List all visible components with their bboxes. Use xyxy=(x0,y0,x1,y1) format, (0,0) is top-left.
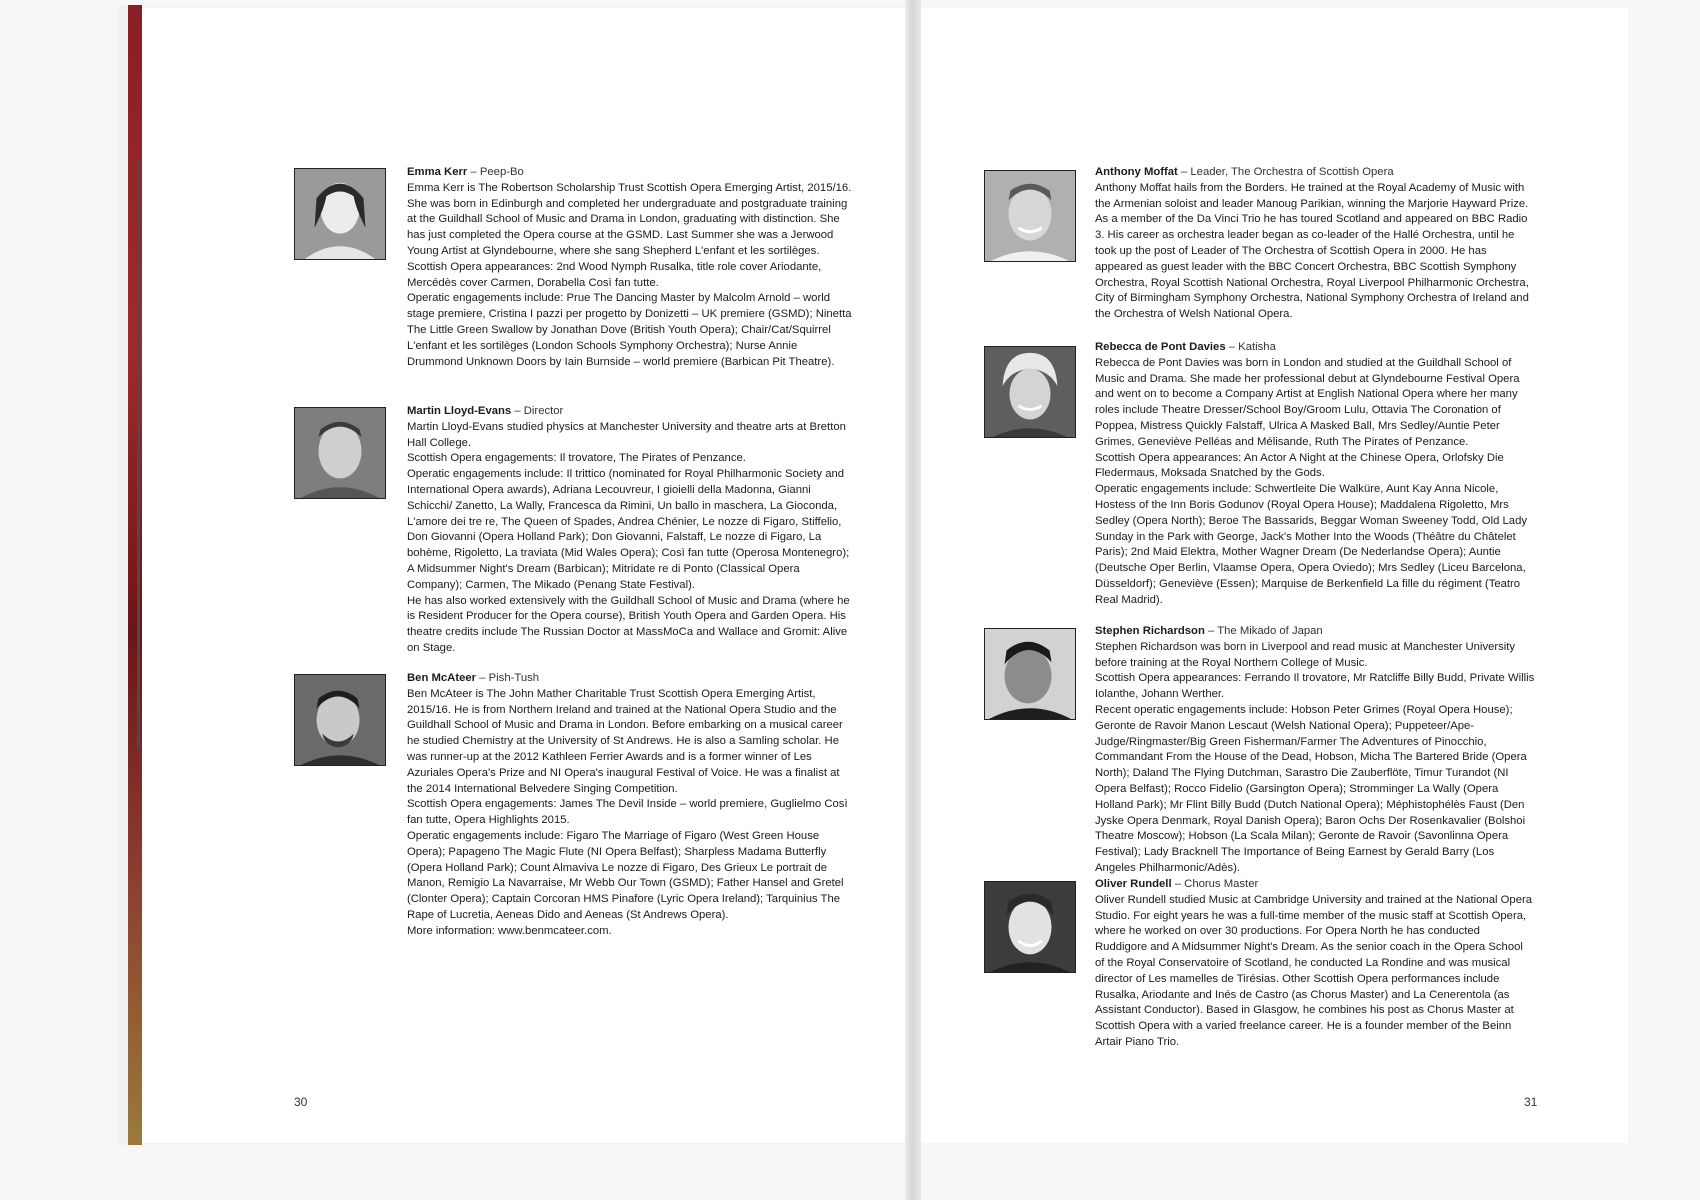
bio-name: Oliver Rundell xyxy=(1095,878,1172,890)
bio-body: Anthony Moffat hails from the Borders. He trained at the Royal Academy of Music with the Armenian soloist and leader Manoug Parikian, winning the Marjorie Hayward Prize. As a member of the Da Vinci Trio he has toured Scotland and appeared on BBC Radio 3. His career as orchestra leader began as co-leader of the Hallé Orchestra, until he took up the post of Leader of The Orchestra of Scottish Opera in 2000. He has appeared as guest leader with the BBC Concert Orchestra, BBC Scottish Symphony Orchestra, Royal Scottish National Orchestra, Royal Liverpool Philharmonic Orchestra, City of Birmingham Symphony Orchestra, National Symphony Orchestra of Ireland and the Orchestra of Welsh National Opera. xyxy=(1095,181,1529,321)
appearances-text: James The Devil Inside – world premiere, Guglielmo Così fan tutte, Opera Highlights 2015. xyxy=(407,798,848,827)
bio-role: – Pish-Tush xyxy=(479,672,540,684)
engagements-label: Operatic engagements include: xyxy=(407,829,564,842)
appearances-label: Scottish Opera appearances: xyxy=(407,260,554,273)
appearances-text: Ferrando Il trovatore, Mr Ratcliffe Billy Budd, Private Willis Iolanthe, Johann Werther. xyxy=(1095,672,1535,701)
portrait-photo-icon xyxy=(985,171,1075,261)
bio-name: Anthony Moffat xyxy=(1095,166,1178,178)
appearances-label: Scottish Opera engagements: xyxy=(407,452,557,465)
bio-role: – Leader, The Orchestra of Scottish Opera xyxy=(1180,166,1394,178)
bio-body: Ben McAteer is The John Mather Charitable Trust Scottish Opera Emerging Artist, 2015/16. He is from Northern Ireland and trained at the National Opera Studio and the Guildhall School of Music and Drama in London. Before embarking on a musical career he studied Chemistry at the University of St Andrews. He is also a Samling scholar. He was runner-up at the 2012 Kathleen Ferrier Awards and is a former winner of Les Azuriales Opera's Prize and NI Opera's inaugural Festival of Voice. He was a finalist at the 2014 International Belvedere Singing Competition. xyxy=(407,687,843,795)
page-number-left: 30 xyxy=(294,1095,308,1109)
portrait-photo-icon xyxy=(985,882,1075,972)
engagements-label: Operatic engagements include: xyxy=(1095,483,1252,496)
engagements-text: Hobson Peter Grimes (Royal Opera House); Geronte de Ravoir Manon Lescaut (Welsh National Opera); Puppeteer/Ape-Judge/Ringmaster/Big Green Fisherman/Farmer The Adventures of Pinocchio, Commandant From the House of the Dead, Hobson, Micha The Bartered Bride (Opera North); Daland The Flying Dutchman, Sarastro Die Zauberflöte, Timur Turandot (NI Opera Belfast); Rocco Fidelio (Garsington Opera); Stromminger La Wally (Opera Holland Park); Mr Flint Billy Budd (Dutch National Opera); Méphistophélès Faust (Den Jyske Opera Denmark, Royal Danish Opera); Baron Ochs Der Rosenkavalier (Bolshoi Theatre Moscow); Hobson (La Scala Milan); Geronte de Ravoir (Savonlinna Opera Festival); Lady Bracknell The Importance of Being Earnest by Gerald Barry (Los Angeles Philharmonic/Adès). xyxy=(1095,703,1527,874)
appearances-text: 2nd Wood Nymph Rusalka, title role cover Ariodante, Mercédès cover Carmen, Dorabella Così fan tutte. xyxy=(407,260,822,289)
bio-role: – Peep-Bo xyxy=(470,166,524,178)
bio-extra: He has also worked extensively with the Guildhall School of Music and Drama (where he is Resident Producer for the Opera course), British Youth Opera and Garden Opera. His theatre credits include The Russian Doctor at MassMoCa and Wallace and Gromit: Alive on Stage. xyxy=(407,594,850,654)
portrait-photo-icon xyxy=(295,675,385,765)
appearances-text: An Actor A Night at the Chinese Opera, Orlofsky Die Fledermaus, Moksada Snatched by the Gods. xyxy=(1095,451,1504,480)
page-number-right: 31 xyxy=(1524,1095,1538,1109)
book-gutter xyxy=(905,0,921,1200)
bio-role: – Chorus Master xyxy=(1174,878,1259,890)
bio-emma-kerr xyxy=(407,165,853,370)
bio-role: – Katisha xyxy=(1228,341,1276,353)
engagements-text: Schwertleite Die Walküre, Aunt Kay Anna Nicole, Hostess of the Inn Boris Godunov (Royal Opera House); Maddalena Rigoletto, Mrs Sedley (Opera North); Beroe The Bassarids, Beggar Woman Sweeney Todd, Old Lady Sunday in the Park with George, Jack's Mother Into the Woods (Théâtre du Châtelet Paris); 2nd Maid Elektra, Mother Wagner Dream (De Nederlandse Opera); Auntie (Deutsche Oper Berlin, Vlaamse Opera, Opera Oviedo); Mrs Sedley (Liceu Barcelona, Düsseldorf); Geneviève (Essen); Marquise de Berkenfield La fille du régiment (Teatro Real Madrid). xyxy=(1095,483,1528,606)
engagements-text: Figaro The Marriage of Figaro (West Green House Opera); Papageno The Magic Flute (NI Opera Belfast); Sharpless Madama Butterfly (Opera Holland Park); Count Almaviva Le nozze di Figaro, Des Grieux Le portrait de Manon, Remigio La Navarraise, Mr Webb Our Town (GSMD); Father Hansel and Gretel (Clonter Opera); Captain Corcoran HMS Pinafore (Lyric Opera Ireland); Tarquinius The Rape of Lucretia, Aeneas Dido and Aeneas (St Andrews Opera). xyxy=(407,829,844,921)
bio-martin-lloyd-evans xyxy=(407,404,853,657)
bio-role: – The Mikado of Japan xyxy=(1208,625,1323,637)
ben-mcateer-portrait xyxy=(294,674,386,766)
bio-name: Ben McAteer xyxy=(407,672,477,684)
engagements-label: Operatic engagements include: xyxy=(407,468,564,481)
engagements-label: Operatic engagements include: xyxy=(407,292,564,305)
oliver-rundell-portrait xyxy=(984,881,1076,973)
edge-divider xyxy=(137,160,140,750)
emma-kerr-portrait xyxy=(294,168,386,260)
engagements-text: Prue The Dancing Master by Malcolm Arnold – world stage premiere, Cristina I pazzi per progetto by Donizetti – UK premiere (GSMD); Ninetta The Little Green Swallow by Jonathan Dove (British Youth Opera); Chair/Cat/Squirrel L'enfant et les sortilèges (London Schools Symphony Orchestra); Nurse Annie Drummond Unknown Doors by Iain Burnside – world premiere (Barbican Pit Theatre). xyxy=(407,292,852,368)
anthony-moffat-portrait xyxy=(984,170,1076,262)
portrait-photo-icon xyxy=(295,408,385,498)
more-info-label: More information: xyxy=(407,924,495,937)
bio-anthony-moffat xyxy=(1095,165,1535,323)
more-info-link[interactable]: www.benmcateer.com. xyxy=(498,924,612,937)
bio-role: – Director xyxy=(514,405,564,417)
bio-rebecca-de-pont-davies xyxy=(1095,340,1535,609)
appearances-label: Scottish Opera appearances: xyxy=(1095,672,1242,685)
engagements-text: Il trittico (nominated for Royal Philharmonic Society and International Opera awards), Adriana Lecouvreur, I gioielli della Madonna, Gianni Schicchi/ Zanetto, La Wally, Francesca da Rimini, Un ballo in maschera, La Gioconda, L'amore dei tre re, The Queen of Spades, Andrea Chénier, Le nozze di Figaro, Stiffelio, Don Giovanni (Opera Holland Park); Don Giovanni, Falstaff, Le nozze di Figaro, La bohème, Rigoletto, La traviata (Mid Wales Opera); Così fan tutte (Operosa Montenegro); A Midsummer Night's Dream (Barbican); Mitridate re di Ponto (Classical Opera Company); Carmen, The Mikado (Penang State Festival). xyxy=(407,468,850,591)
bio-body: Oliver Rundell studied Music at Cambridge University and trained at the National Opera Studio. For eight years he was a full-time member of the music staff at Scottish Opera, where he worked on over 30 productions. For Opera North he has conducted Ruddigore and A Midsummer Night's Dream. As the senior coach in the Opera School of the Royal Conservatoire of Scotland, he conducted La Rondine and was musical director of Les mamelles de Tirésias. Other Scottish Opera performances include Rusalka, Ariodante and Inés de Castro (as Chorus Master) and La Cenerentola (as Assistant Conductor). Based in Glasgow, he combines his post as Chorus Master at Scottish Opera with a varied freelance career. He is a founder member of the Beinn Artair Piano Trio. xyxy=(1095,893,1533,1048)
bio-body: Stephen Richardson was born in Liverpool and read music at Manchester University before training at the Royal Northern College of Music. xyxy=(1095,640,1516,669)
appearances-label: Scottish Opera appearances: xyxy=(1095,451,1242,464)
appearances-text: Il trovatore, The Pirates of Penzance. xyxy=(559,452,746,465)
appearances-label: Scottish Opera engagements: xyxy=(407,798,557,811)
bio-name: Rebecca de Pont Davies xyxy=(1095,341,1226,353)
bio-body: Rebecca de Pont Davies was born in London and studied at the Guildhall School of Music and Drama. She made her professional debut at Glyndebourne Festival Opera and went on to become a Company Artist at English National Opera where her many roles include Theatre Dresser/School Boy/Groom Lulu, Ottavia The Coronation of Poppea, Mistress Quickly Falstaff, Ulrica A Masked Ball, Mrs Sedley/Auntie Peter Grimes, Geneviève Pelléas and Mélisande, Ruth The Pirates of Penzance. xyxy=(1095,356,1520,448)
portrait-photo-icon xyxy=(985,629,1075,719)
bio-body: Emma Kerr is The Robertson Scholarship Trust Scottish Opera Emerging Artist, 2015/16. She was born in Edinburgh and completed her undergraduate and postgraduate training at the Guildhall School of Music and Drama in London, graduating with distinction. She has just completed the Opera course at the GSMD. Last Summer she was a Jerwood Young Artist at Glyndebourne, where she sang Shepherd L'enfant et les sortilèges. xyxy=(407,181,852,257)
bio-name: Stephen Richardson xyxy=(1095,625,1205,637)
engagements-label: Recent operatic engagements include: xyxy=(1095,703,1288,716)
portrait-photo-icon xyxy=(985,347,1075,437)
martin-lloyd-evans-portrait xyxy=(294,407,386,499)
portrait-photo-icon xyxy=(295,169,385,259)
bio-ben-mcateer xyxy=(407,671,853,940)
bio-name: Emma Kerr xyxy=(407,166,468,178)
bio-oliver-rundell xyxy=(1095,877,1535,1051)
rebecca-de-pont-davies-portrait xyxy=(984,346,1076,438)
bio-body: Martin Lloyd-Evans studied physics at Manchester University and theatre arts at Bretton Hall College. xyxy=(407,420,846,449)
bio-name: Martin Lloyd-Evans xyxy=(407,405,512,417)
stephen-richardson-portrait xyxy=(984,628,1076,720)
bio-stephen-richardson xyxy=(1095,624,1535,877)
